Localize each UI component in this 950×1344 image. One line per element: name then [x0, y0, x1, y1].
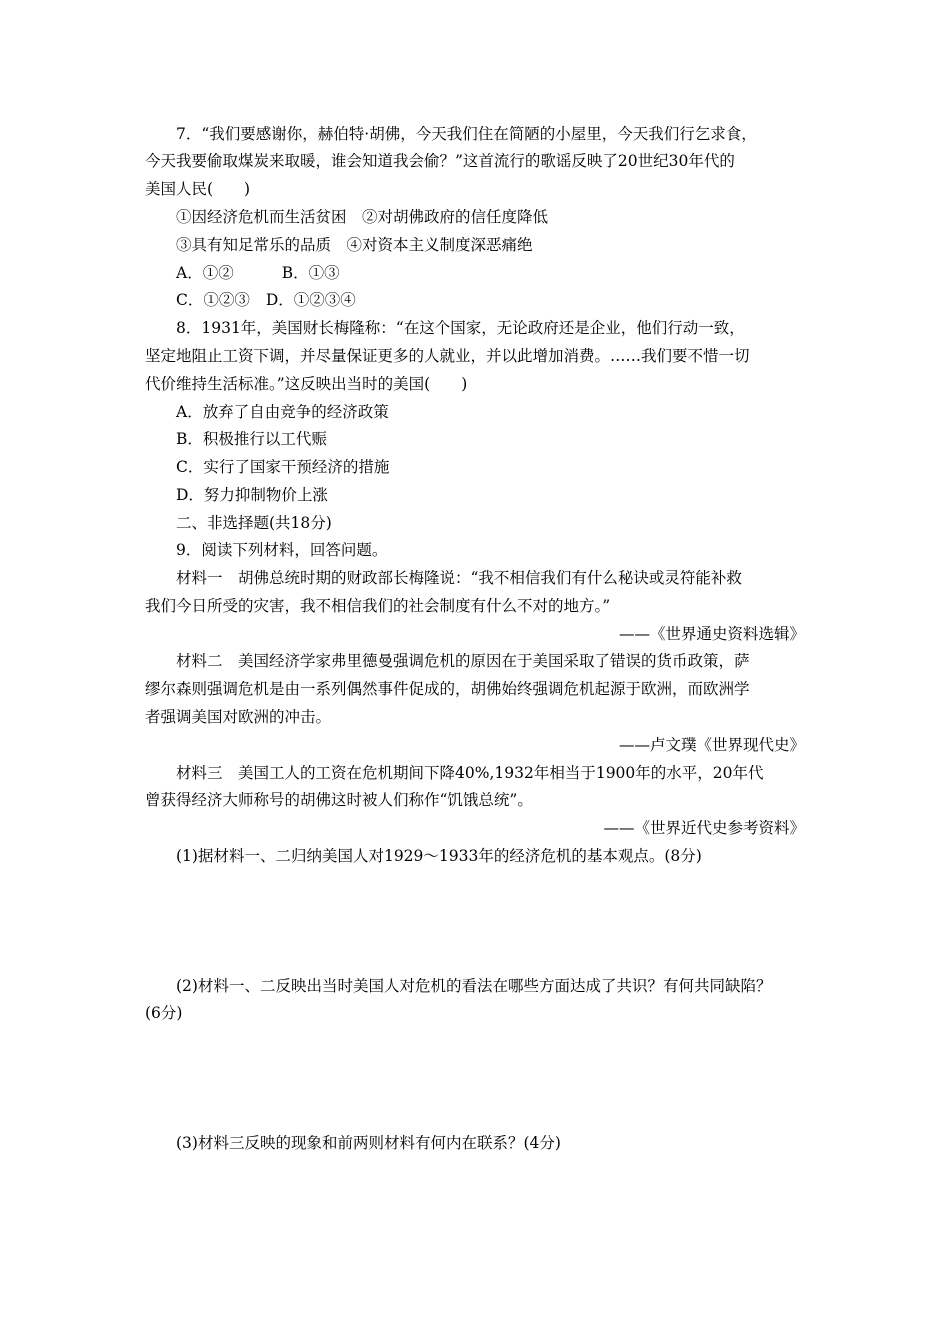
q7-stem-line1: 7．“我们要感谢你，赫伯特·胡佛，今天我们住在简陋的小屋里，今天我们行乞求食， [176, 125, 757, 143]
q7-option-c[interactable]: C．①②③ [176, 291, 250, 309]
q8-stem-line1: 8．1931年，美国财长梅隆称：“在这个国家，无论政府还是企业，他们行动一致， [176, 319, 745, 337]
q9-sub3: (3)材料三反映的现象和前两则材料有何内在联系？(4分) [176, 1134, 561, 1152]
material2-line1: 材料二 美国经济学家弗里德曼强调危机的原因在于美国采取了错误的货币政策，萨 [176, 652, 750, 670]
material3-line1: 材料三 美国工人的工资在危机期间下降40%,1932年相当于1900年的水平，20年代 [176, 764, 764, 782]
q7-stem-line3: 美国人民( ) [145, 180, 251, 198]
q8-option-d[interactable]: D．努力抑制物价上涨 [176, 486, 328, 504]
q7-statement-row1: ①因经济危机而生活贫困 ②对胡佛政府的信任度降低 [176, 208, 549, 226]
q9-sub2-line2: (6分) [145, 1004, 183, 1022]
q7-options-row2 [176, 290, 836, 310]
q8-stem-line3: 代价维持生活标准。”这反映出当时的美国( ) [145, 375, 468, 393]
q8-option-a[interactable]: A．放弃了自由竞争的经济政策 [176, 403, 389, 421]
q8-option-b[interactable]: B．积极推行以工代赈 [176, 430, 327, 448]
material2-line3: 者强调美国对欧洲的冲击。 [145, 708, 332, 726]
material3-source: ——《世界近代史参考资料》 [603, 819, 805, 837]
material2-source: ——卢文璞《世界现代史》 [618, 736, 805, 754]
q7-options-row1 [176, 263, 836, 283]
q8-option-c[interactable]: C．实行了国家干预经济的措施 [176, 458, 390, 476]
material2-line2: 缪尔森则强调危机是由一系列偶然事件促成的，胡佛始终强调危机起源于欧洲，而欧洲学 [145, 680, 750, 698]
q9-intro: 9．阅读下列材料，回答问题。 [176, 541, 388, 559]
q7-option-d[interactable]: D．①②③④ [265, 291, 356, 309]
q7-statement-row2: ③具有知足常乐的品质 ④对资本主义制度深恶痛绝 [176, 236, 533, 254]
section-heading: 二、非选择题(共18分) [176, 514, 332, 532]
q8-stem-line2: 坚定地阻止工资下调，并尽量保证更多的人就业，并以此增加消费。……我们要不惜一切 [145, 347, 750, 365]
q7-option-b[interactable]: B．①③ [281, 264, 340, 282]
q9-sub1: (1)据材料一、二归纳美国人对1929～1933年的经济危机的基本观点。(8分) [176, 847, 702, 865]
material1-source: ——《世界通史资料选辑》 [618, 625, 805, 643]
material3-line2: 曾获得经济大师称号的胡佛这时被人们称作“饥饿总统”。 [145, 791, 533, 809]
material1-line2: 我们今日所受的灾害，我不相信我们的社会制度有什么不对的地方。” [145, 597, 611, 615]
material1-line1: 材料一 胡佛总统时期的财政部长梅隆说：“我不相信我们有什么秘诀或灵符能补救 [176, 569, 742, 587]
q7-option-a[interactable]: A．①② [176, 264, 234, 282]
q7-stem-line2: 今天我要偷取煤炭来取暖，谁会知道我会偷？”这首流行的歌谣反映了20世纪30年代的 [145, 152, 735, 170]
q9-sub2-line1: (2)材料一、二反映出当时美国人对危机的看法在哪些方面达成了共识？有何共同缺陷？ [176, 977, 772, 995]
